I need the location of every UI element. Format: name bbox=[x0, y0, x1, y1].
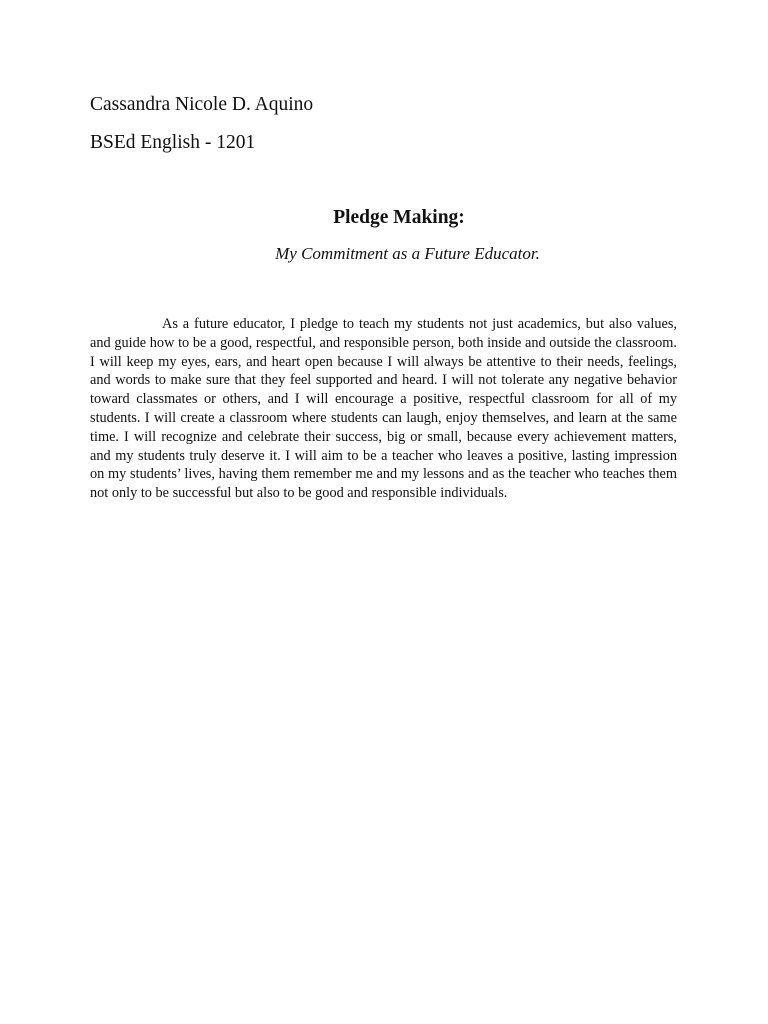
author-name: Cassandra Nicole D. Aquino bbox=[90, 94, 314, 115]
document-title: Pledge Making: bbox=[333, 207, 465, 228]
document-subtitle: My Commitment as a Future Educator. bbox=[275, 244, 540, 263]
author-section: BSEd English - 1201 bbox=[90, 132, 256, 153]
pledge-paragraph: As a future educator, I pledge to teach my students not just academics, but also values, and guide how to be a good, respectful, and responsible person, both inside and outside the classroom. I will keep my eyes, ears, and heart open because I will always be attentive to their needs, feelings, and words to make sure that they feel supported and heard. I will not tolerate any negative behavior toward classmates or others, and I will encourage a positive, respectful classroom for all of my students. I will create a classroom where students can laugh, enjoy themselves, and learn at the same time. I will recognize and celebrate their success, big or small, because every achievement matters, and my students truly deserve it. I will aim to be a teacher who leaves a positive, lasting impression on my students’ lives, having them remember me and my lessons and as the teacher who teaches them not only to be successful but also to be good and responsible individuals. bbox=[90, 316, 677, 502]
